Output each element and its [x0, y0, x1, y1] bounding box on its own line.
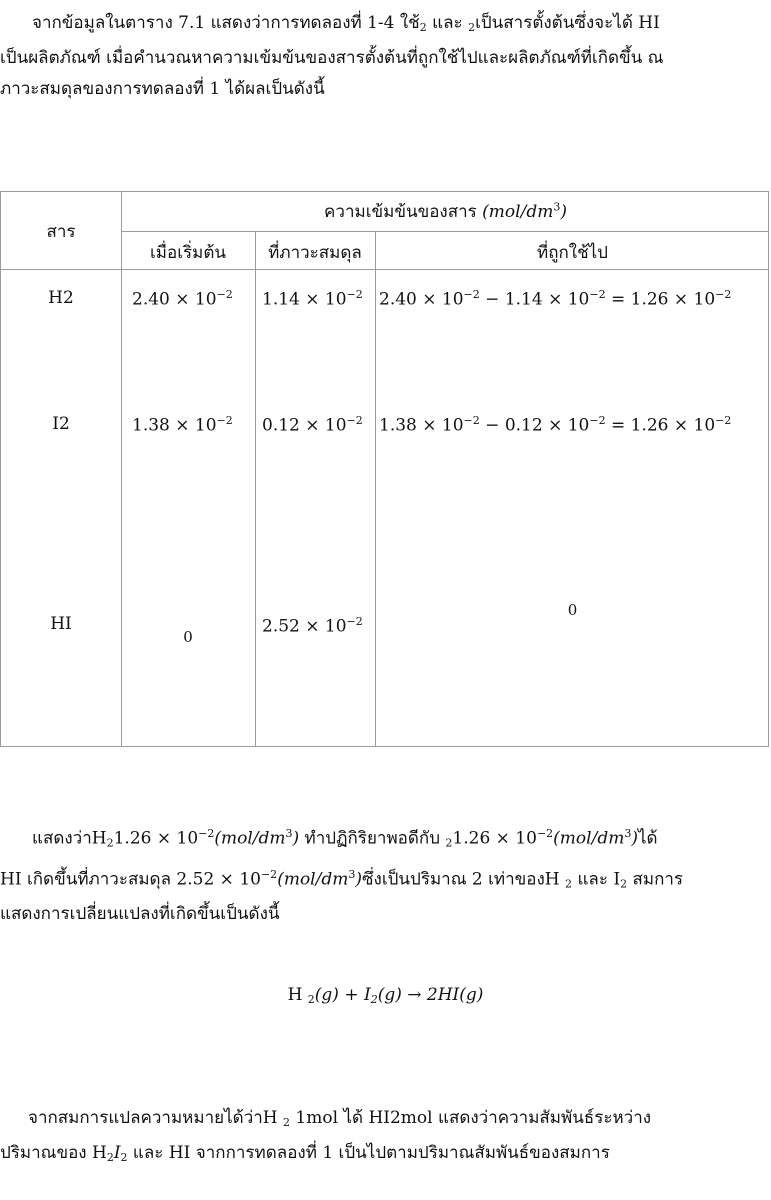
- value: 0.12 × 10: [262, 415, 347, 436]
- exponent: 3: [285, 827, 293, 840]
- exponent: −2: [536, 827, 554, 840]
- subscript: 2: [283, 1116, 291, 1129]
- header-unit: (mol/dm: [482, 202, 554, 222]
- subscript: 2: [307, 993, 315, 1006]
- row-i2-used: [379, 414, 731, 436]
- value: 1.26 × 10: [452, 828, 537, 849]
- conclusion-line-2: [0, 1138, 651, 1173]
- row-hi-substance: HI: [50, 614, 72, 634]
- row-h2-start: [132, 288, 233, 310]
- value: 2.40 × 10: [379, 289, 464, 310]
- value: 1.38 × 10: [132, 415, 217, 436]
- explanation-line-2: [0, 859, 683, 900]
- subscript: 2: [620, 877, 628, 891]
- explanation-line-1: [0, 818, 683, 859]
- text: จากสมการแปลความหมายได้ว่าH: [28, 1108, 278, 1128]
- text: ซึ่งเป็นปริมาณ 2 เท่าของH: [361, 869, 560, 890]
- unit: ): [631, 828, 638, 849]
- header-concentration: [121, 198, 769, 225]
- subscript: 2: [120, 1151, 128, 1164]
- intro-subscript-1: 2: [419, 21, 427, 34]
- value: 2.52 × 10: [176, 869, 261, 890]
- row-i2-equilibrium: [262, 414, 363, 436]
- exponent: −2: [216, 414, 233, 427]
- text: ปริมาณของ H: [0, 1143, 107, 1163]
- exponent: 3: [348, 867, 356, 881]
- reaction-equation: [0, 985, 771, 1006]
- intro-line-2: เป็นผลิตภัณฑ์ เมื่อคำนวณหาความเข้มข้นของสารตั้งต้นที่ถูกใช้ไปและผลิตภัณฑ์ที่เกิดขึ้น ณ: [0, 48, 664, 68]
- unit: (mol/dm: [553, 828, 625, 849]
- intro-line-3: ภาวะสมดุลของการทดลองที่ 1 ได้ผลเป็นดังนี้: [0, 79, 325, 99]
- intro-text-1: จากข้อมูลในตาราง 7.1 แสดงว่าการทดลองที่ 1-4 ใช้: [32, 13, 420, 33]
- value: − 0.12 × 10: [479, 415, 590, 436]
- text: HI เกิดขึ้นที่ภาวะสมดุล: [0, 869, 172, 890]
- text: แสดงว่าH: [32, 828, 107, 849]
- unit: ): [355, 869, 362, 890]
- table-divider: [121, 192, 122, 747]
- row-h2-substance: H2: [48, 288, 74, 308]
- text: และ I: [577, 869, 621, 890]
- unit: ): [292, 828, 300, 849]
- header-unit-close: ): [560, 202, 567, 222]
- text: 1mol ได้ HI2mol แสดงว่าความสัมพันธ์ระหว่าง: [290, 1108, 652, 1128]
- exponent: −2: [216, 288, 233, 301]
- subscript: 2: [445, 836, 453, 850]
- value: 1.14 × 10: [262, 289, 347, 310]
- value: 1.38 × 10: [379, 415, 464, 436]
- header-equilibrium: ที่ภาวะสมดุล: [268, 243, 362, 263]
- header-used: ที่ถูกใช้ไป: [537, 243, 608, 263]
- exponent: −2: [589, 288, 606, 301]
- exponent: −2: [346, 615, 363, 628]
- exponent: −2: [198, 827, 215, 840]
- value: = 1.26 × 10: [605, 415, 716, 436]
- text: (g) + I: [314, 985, 371, 1005]
- value: − 1.14 × 10: [479, 289, 590, 310]
- row-i2-substance: I2: [52, 414, 70, 434]
- exponent: −2: [589, 414, 606, 427]
- subscript: 2: [565, 877, 573, 891]
- exponent: −2: [715, 288, 732, 301]
- row-h2-used: [379, 288, 731, 310]
- exponent: −2: [346, 414, 363, 427]
- intro-subscript-2: 2: [468, 21, 476, 34]
- intro-text-1-end: เป็นสารตั้งต้นซึ่งจะได้ HI: [475, 13, 660, 33]
- text: I: [113, 1143, 121, 1163]
- text: (g) → 2HI(g): [377, 985, 484, 1005]
- unit: (mol/dm: [277, 869, 349, 890]
- value: 1.26 × 10: [113, 828, 199, 849]
- table-divider: [1, 269, 769, 270]
- row-i2-start: [132, 414, 233, 436]
- intro-paragraph: [0, 8, 663, 105]
- text: สมการ: [632, 869, 684, 890]
- value: 2.52 × 10: [262, 616, 347, 637]
- exponent: −2: [715, 414, 732, 427]
- explanation-paragraph: [0, 818, 683, 930]
- text: และ HI จากการทดลองที่ 1 เป็นไปตามปริมาณสัมพันธ์ของสมการ: [127, 1143, 610, 1163]
- conclusion-paragraph: [0, 1103, 651, 1173]
- table-divider: [255, 231, 256, 747]
- table-divider: [121, 231, 769, 232]
- exponent: −2: [260, 867, 278, 881]
- value: 2.40 × 10: [132, 289, 217, 310]
- subscript: 2: [106, 1151, 114, 1164]
- unit: (mol/dm: [214, 828, 286, 849]
- text: ได้: [637, 828, 658, 849]
- row-hi-used: 0: [567, 601, 578, 619]
- table-divider: [375, 231, 376, 747]
- exponent: −2: [346, 288, 363, 301]
- header-concentration-label: ความเข้มข้นของสาร: [324, 202, 477, 222]
- exponent: 3: [624, 827, 632, 840]
- header-substance: สาร: [46, 222, 76, 242]
- explanation-line-3: แสดงการเปลี่ยนแปลงที่เกิดขึ้นเป็นดังนี้: [0, 904, 280, 925]
- intro-and: และ: [432, 13, 463, 33]
- text: ทำปฏิกิริยาพอดีกับ: [299, 828, 440, 849]
- concentration-table: [0, 191, 769, 747]
- row-hi-equilibrium: [262, 615, 363, 637]
- row-h2-equilibrium: [262, 288, 363, 310]
- text: H: [287, 985, 303, 1005]
- exponent: −2: [463, 414, 480, 427]
- conclusion-line-1: [0, 1103, 651, 1138]
- subscript: 2: [370, 993, 378, 1006]
- intro-line-1: [0, 8, 663, 43]
- exponent: −2: [463, 288, 480, 301]
- value: = 1.26 × 10: [605, 289, 716, 310]
- header-start: เมื่อเริ่มต้น: [149, 243, 227, 263]
- header-unit-exp: 3: [553, 200, 561, 214]
- row-hi-start: 0: [183, 628, 193, 646]
- subscript: 2: [106, 836, 114, 850]
